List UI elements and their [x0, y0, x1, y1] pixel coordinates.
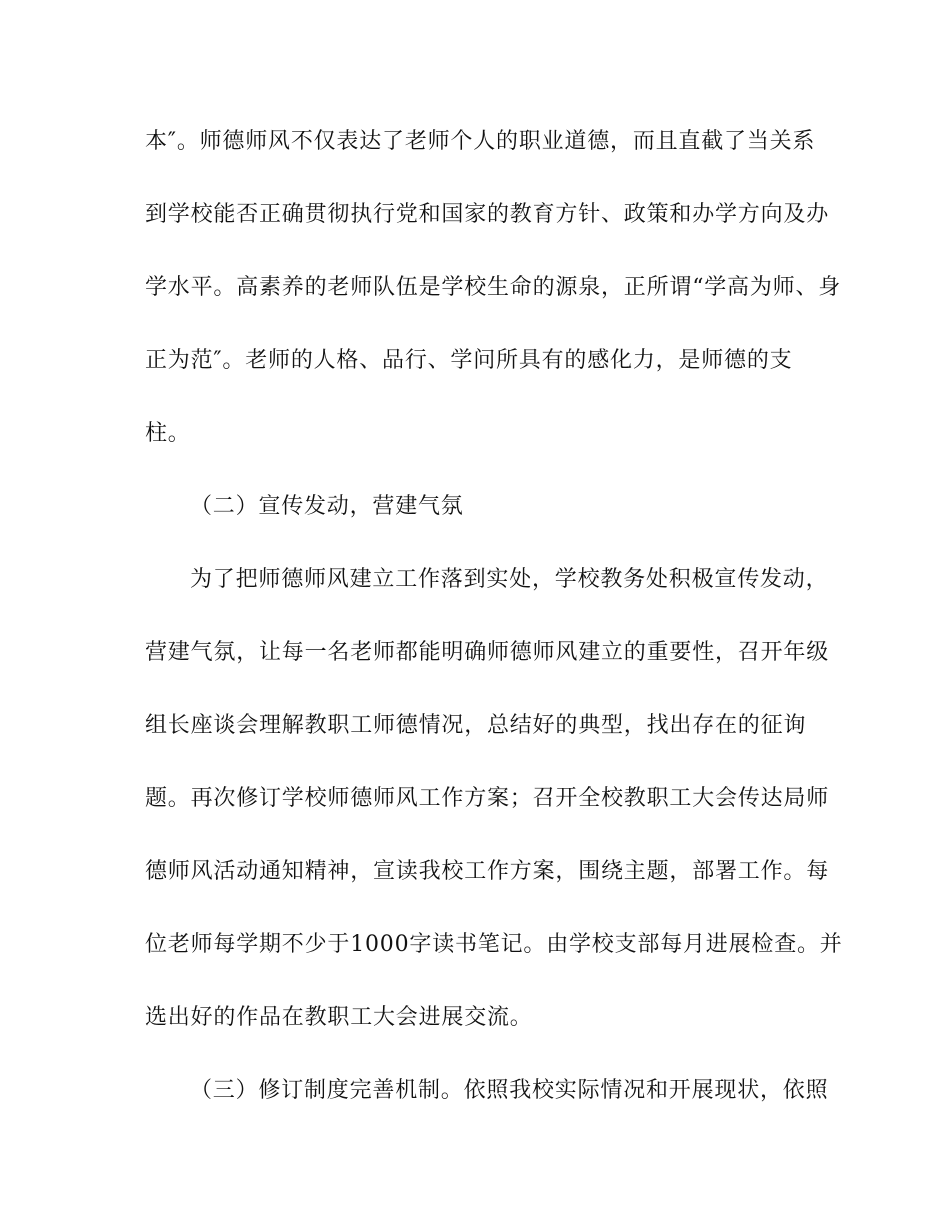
body-text-line: 选出好的作品在教职工大会进展交流。: [145, 1005, 533, 1030]
section-heading: （三）修订制度完善机制。依照我校实际情况和开展现状，依照: [190, 1078, 829, 1103]
body-text-line: 本″。师德师风不仅表达了老师个人的职业道德，而且直截了当关系: [145, 129, 816, 154]
body-text-line: 营建气氛，让每一名老师都能明确师德师风建立的重要性，召开年级: [145, 640, 830, 665]
body-text-line: 题。再次修订学校师德师风工作方案；召开全校教职工大会传达局师: [145, 786, 830, 811]
body-text-line: 德师风活动通知精神，宣读我校工作方案，围绕主题，部署工作。每: [145, 859, 830, 884]
body-text-line: 组长座谈会理解教职工师德情况，总结好的典型，找出存在的征询: [145, 713, 807, 738]
body-text-line: 正为范″。老师的人格、品行、学问所具有的感化力，是师德的支: [145, 348, 793, 373]
body-text-line: 位老师每学期不少于1000字读书笔记。由学校支部每月进展检查。并: [145, 932, 843, 957]
body-text-line: 柱。: [145, 421, 191, 446]
body-text-line: 学水平。高素养的老师队伍是学校生命的源泉，正所谓“学高为师、身: [145, 275, 842, 300]
body-text-line: 到学校能否正确贯彻执行党和国家的教育方针、政策和办学方向及办: [145, 202, 830, 227]
section-heading: （二）宣传发动，营建气氛: [190, 494, 464, 519]
body-text-line: 为了把师德师风建立工作落到实处，学校教务处积极宣传发动，: [190, 567, 829, 592]
